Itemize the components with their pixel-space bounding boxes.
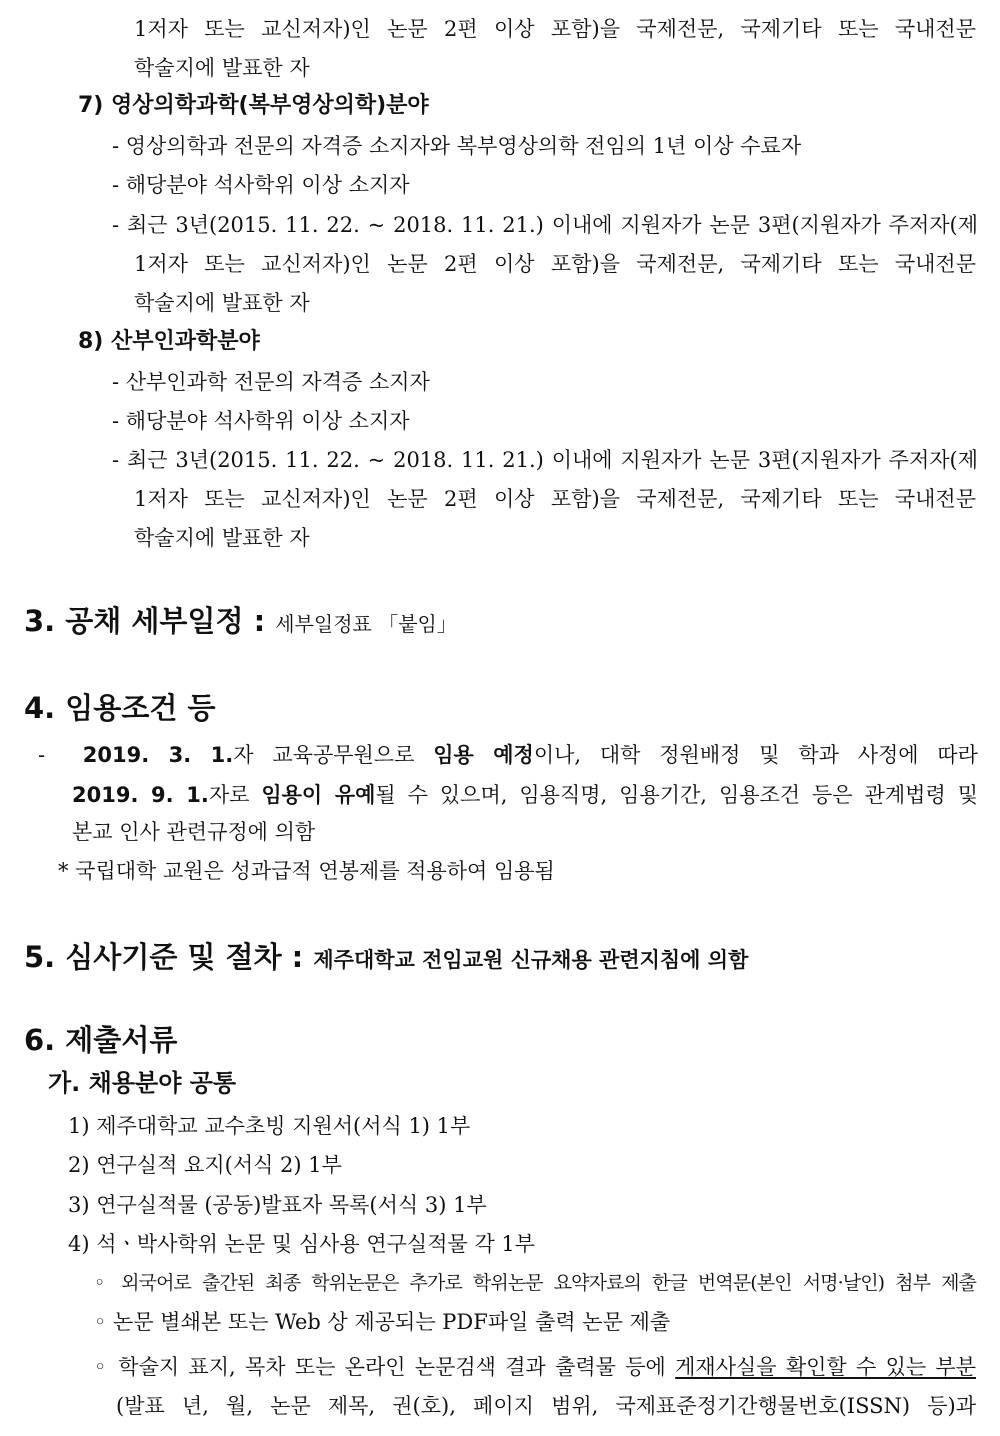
deferral-date: 2019. 9. 1.	[72, 783, 209, 807]
note-3-text: ◦ 학술지 표지, 목차 또는 온라인 논문검색 결과 출력물 등에	[94, 1355, 666, 1379]
continuation-line-2: 학술지에 발표한 자	[134, 56, 310, 80]
field-8-item-3a: - 최근 3년(2015. 11. 22. ~ 2018. 11. 21.) 이내에 지원자가 논문 3편(지원자가 주저자(제	[112, 448, 978, 472]
line-1-part-c: 이나, 대학 정원배정 및 학과 사정에 따라	[533, 743, 978, 767]
section-3-title: 3. 공채 세부일정 :	[24, 604, 266, 638]
field-7-item-3b: 1저자 또는 교신저자)인 논문 2편 이상 포함)을 국제전문, 국제기타 또는 국내전문	[134, 252, 976, 276]
dash: -	[38, 743, 46, 767]
field-8-title: 8) 산부인과학분야	[78, 329, 260, 354]
section-6-subtitle: 가. 채용분야 공통	[48, 1069, 237, 1097]
field-7-item-2: - 해당분야 석사학위 이상 소지자	[112, 173, 410, 197]
document-item-4: 4) 석ㆍ박사학위 논문 및 심사용 연구실적물 각 1부	[68, 1232, 536, 1256]
appointment-date: 2019. 3. 1.	[82, 743, 234, 767]
field-8-item-3b: 1저자 또는 교신저자)인 논문 2편 이상 포함)을 국제전문, 국제기타 또는 국내전문	[134, 487, 976, 511]
appointment-deferred: 임용이 유예	[261, 783, 376, 807]
section-4-line-3: 본교 인사 관련규정에 의함	[72, 820, 316, 844]
field-8-item-1: - 산부인과학 전문의 자격증 소지자	[112, 370, 430, 394]
document-note-1: ◦ 외국어로 출간된 최종 학위논문은 추가로 학위논문 요약자료의 한글 번역문(본인 서명·날인) 첨부 제출	[94, 1272, 976, 1294]
document-note-3	[94, 1352, 976, 1382]
section-4-line-1	[38, 740, 978, 770]
continuation-line-1: 1저자 또는 교신저자)인 논문 2편 이상 포함)을 국제전문, 국제기타 또는 국내전문	[134, 17, 976, 41]
section-4-note: * 국립대학 교원은 성과급적 연봉제를 적용하여 임용됨	[58, 859, 555, 883]
document-note-2: ◦ 논문 별쇄본 또는 Web 상 제공되는 PDF파일 출력 논문 제출	[94, 1310, 671, 1334]
field-7-item-3a: - 최근 3년(2015. 11. 22. ~ 2018. 11. 21.) 이내에 지원자가 논문 3편(지원자가 주저자(제	[112, 213, 978, 237]
field-8-item-2: - 해당분야 석사학위 이상 소지자	[112, 409, 410, 433]
note-3-underlined: 게재사실을 확인할 수 있는 부분	[675, 1355, 977, 1379]
section-4-title: 4. 임용조건 등	[24, 691, 216, 725]
field-7-item-3c: 학술지에 발표한 자	[134, 291, 310, 315]
field-7-title: 7) 영상의학과학(복부영상의학)분야	[78, 93, 429, 118]
field-8-item-3c: 학술지에 발표한 자	[134, 526, 310, 550]
document-note-3-cont: (발표 년, 월, 논문 제목, 권(호), 페이지 범위, 국제표준정기간행물번호(ISSN) 등)과	[116, 1394, 976, 1418]
section-6-title: 6. 제출서류	[24, 1023, 178, 1057]
line-1-part-a: 자 교육공무원으로	[233, 743, 415, 767]
section-5-heading	[24, 939, 748, 978]
section-5-title: 5. 심사기준 및 절차 :	[24, 940, 304, 974]
field-7-item-1: - 영상의학과 전문의 자격증 소지자와 복부영상의학 전임의 1년 이상 수료자	[112, 134, 802, 158]
document-item-3: 3) 연구실적물 (공동)발표자 목록(서식 3) 1부	[68, 1193, 487, 1217]
line-2-part-a: 자로	[208, 783, 250, 807]
section-4-line-2	[72, 780, 978, 810]
section-3-text: 세부일정표 「붙임」	[275, 612, 457, 636]
section-5-text: 제주대학교 전임교원 신규채용 관련지침에 의함	[313, 948, 749, 972]
appointment-planned: 임용 예정	[433, 743, 534, 767]
section-3-heading	[24, 603, 457, 642]
line-2-part-c: 될 수 있으며, 임용직명, 임용기간, 임용조건 등은 관계법령 및	[375, 783, 978, 807]
document-item-2: 2) 연구실적 요지(서식 2) 1부	[68, 1153, 342, 1177]
document-item-1: 1) 제주대학교 교수초빙 지원서(서식 1) 1부	[68, 1114, 471, 1138]
